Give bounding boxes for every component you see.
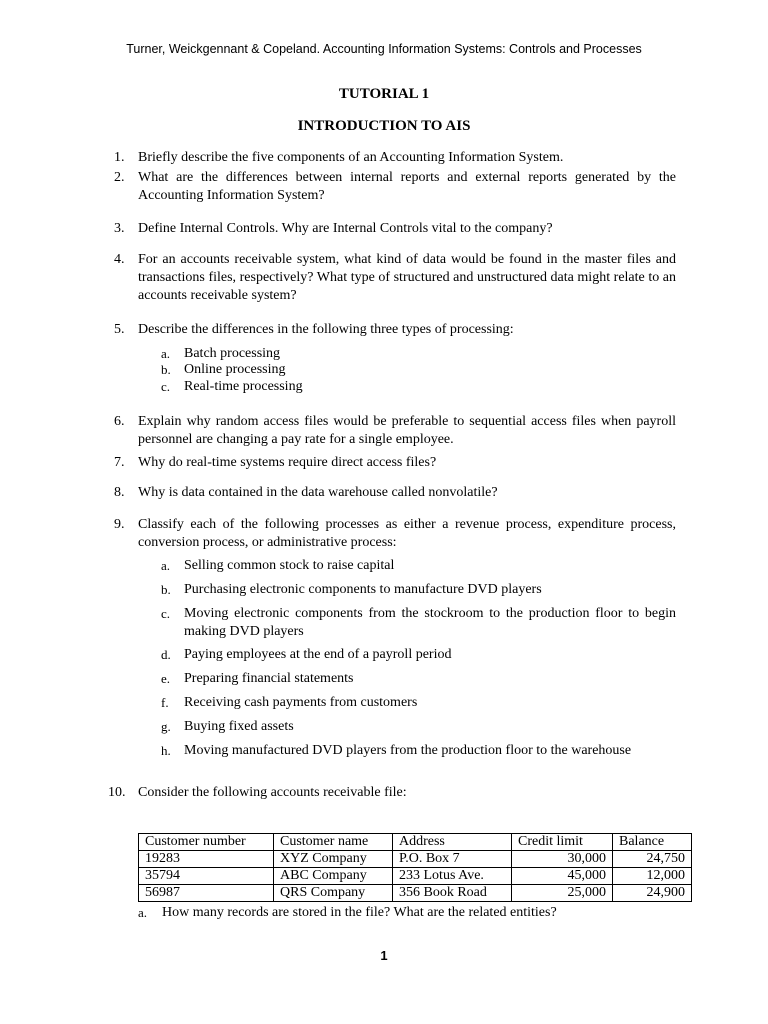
question-5 [114, 321, 676, 339]
question-text: What are the differences between internal reports and external reports generated by the Accounting Information System? [138, 170, 676, 203]
tutorial-title: TUTORIAL 1 [338, 86, 430, 102]
question-text: Classify each of the following processes as either a revenue process, expenditure process, conversion process, or administrative process: [138, 517, 676, 550]
accounts-receivable-table [138, 833, 692, 902]
question-number: 3. [114, 221, 125, 236]
question-number: 5. [114, 322, 125, 337]
running-header: Turner, Weickgennant & Copeland. Accounting Information Systems: Controls and Processes [126, 42, 642, 56]
column-header: Customer name [274, 834, 393, 851]
question-text: Define Internal Controls. Why are Internal Controls vital to the company? [138, 221, 553, 236]
item-letter: a. [138, 905, 148, 920]
item-text: Moving electronic components from the stockroom to the production floor to begin making DVD players [184, 606, 676, 639]
table-cell: P.O. Box 7 [393, 851, 512, 868]
q10-item-a [138, 904, 698, 921]
q5-item-c [161, 378, 676, 396]
question-text: For an accounts receivable system, what kind of data would be found in the master files and transactions files, respectively? What type of structured and unstructured data might relate to an accounts receivable system? [138, 252, 676, 303]
page-number: 1 [380, 948, 388, 963]
question-number: 2. [114, 170, 125, 185]
table-cell: 24,900 [613, 885, 692, 902]
item-text: Moving manufactured DVD players from the production floor to the warehouse [184, 743, 632, 758]
item-letter: h. [161, 743, 171, 758]
q5-item-b [161, 361, 676, 379]
item-text: Buying fixed assets [184, 719, 294, 734]
question-number: 10. [108, 785, 126, 800]
table-cell: 25,000 [512, 885, 613, 902]
item-text: Paying employees at the end of a payroll period [184, 647, 452, 662]
q9-item-h [161, 742, 676, 760]
question-number: 6. [114, 414, 125, 429]
item-letter: e. [161, 671, 171, 686]
table-cell: 356 Book Road [393, 885, 512, 902]
column-header: Customer number [139, 834, 274, 851]
question-number: 8. [114, 485, 125, 500]
question-text: Explain why random access files would be preferable to sequential access files when payroll personnel are changing a pay rate for a single employee. [138, 414, 676, 447]
table-cell: 12,000 [613, 868, 692, 885]
table-cell: 233 Lotus Ave. [393, 868, 512, 885]
q9-item-e [161, 670, 676, 688]
item-text: Batch processing [184, 346, 281, 361]
question-9 [114, 516, 676, 552]
question-text: Describe the differences in the following three types of processing: [138, 322, 514, 337]
item-letter: c. [161, 379, 171, 394]
q9-item-a [161, 557, 676, 575]
q9-item-f [161, 694, 676, 712]
question-2 [114, 169, 676, 205]
item-letter: g. [161, 719, 171, 734]
item-text: How many records are stored in the file? What are the related entities? [162, 905, 557, 920]
table-cell: 35794 [139, 868, 274, 885]
table-cell: 45,000 [512, 868, 613, 885]
item-text: Receiving cash payments from customers [184, 695, 418, 710]
table-cell: 24,750 [613, 851, 692, 868]
question-number: 4. [114, 252, 125, 267]
item-text: Real-time processing [184, 379, 303, 394]
question-8 [114, 484, 676, 502]
question-10 [108, 784, 676, 802]
item-letter: a. [161, 346, 171, 361]
table-cell: ABC Company [274, 868, 393, 885]
item-text: Online processing [184, 362, 286, 377]
item-letter: a. [161, 558, 171, 573]
section-title: INTRODUCTION TO AIS [297, 118, 471, 134]
q9-item-d [161, 646, 676, 664]
question-7 [114, 454, 676, 472]
item-text: Purchasing electronic components to manufacture DVD players [184, 582, 542, 597]
question-number: 1. [114, 150, 125, 165]
column-header: Credit limit [512, 834, 613, 851]
table-cell: QRS Company [274, 885, 393, 902]
item-letter: d. [161, 647, 171, 662]
table-header-row [139, 834, 692, 851]
question-4 [114, 251, 676, 305]
item-letter: b. [161, 582, 171, 597]
question-1 [114, 149, 676, 167]
q9-item-b [161, 581, 676, 599]
item-letter: b. [161, 362, 171, 377]
q9-item-g [161, 718, 676, 736]
table-row [139, 885, 692, 902]
question-text: Briefly describe the five components of an Accounting Information System. [138, 150, 564, 165]
item-text: Preparing financial statements [184, 671, 354, 686]
table-cell: 19283 [139, 851, 274, 868]
table-cell: XYZ Company [274, 851, 393, 868]
question-text: Consider the following accounts receivable file: [138, 785, 407, 800]
item-letter: f. [161, 695, 169, 710]
q9-item-c [161, 605, 676, 640]
question-3 [114, 220, 676, 238]
table-cell: 56987 [139, 885, 274, 902]
question-6 [114, 413, 676, 449]
question-number: 7. [114, 455, 125, 470]
q5-item-a [161, 345, 676, 363]
table-cell: 30,000 [512, 851, 613, 868]
item-text: Selling common stock to raise capital [184, 558, 395, 573]
item-letter: c. [161, 606, 171, 621]
column-header: Balance [613, 834, 692, 851]
table-row [139, 851, 692, 868]
question-text: Why is data contained in the data warehouse called nonvolatile? [138, 485, 498, 500]
question-text: Why do real-time systems require direct access files? [138, 455, 437, 470]
table-row [139, 868, 692, 885]
question-number: 9. [114, 517, 125, 532]
column-header: Address [393, 834, 512, 851]
